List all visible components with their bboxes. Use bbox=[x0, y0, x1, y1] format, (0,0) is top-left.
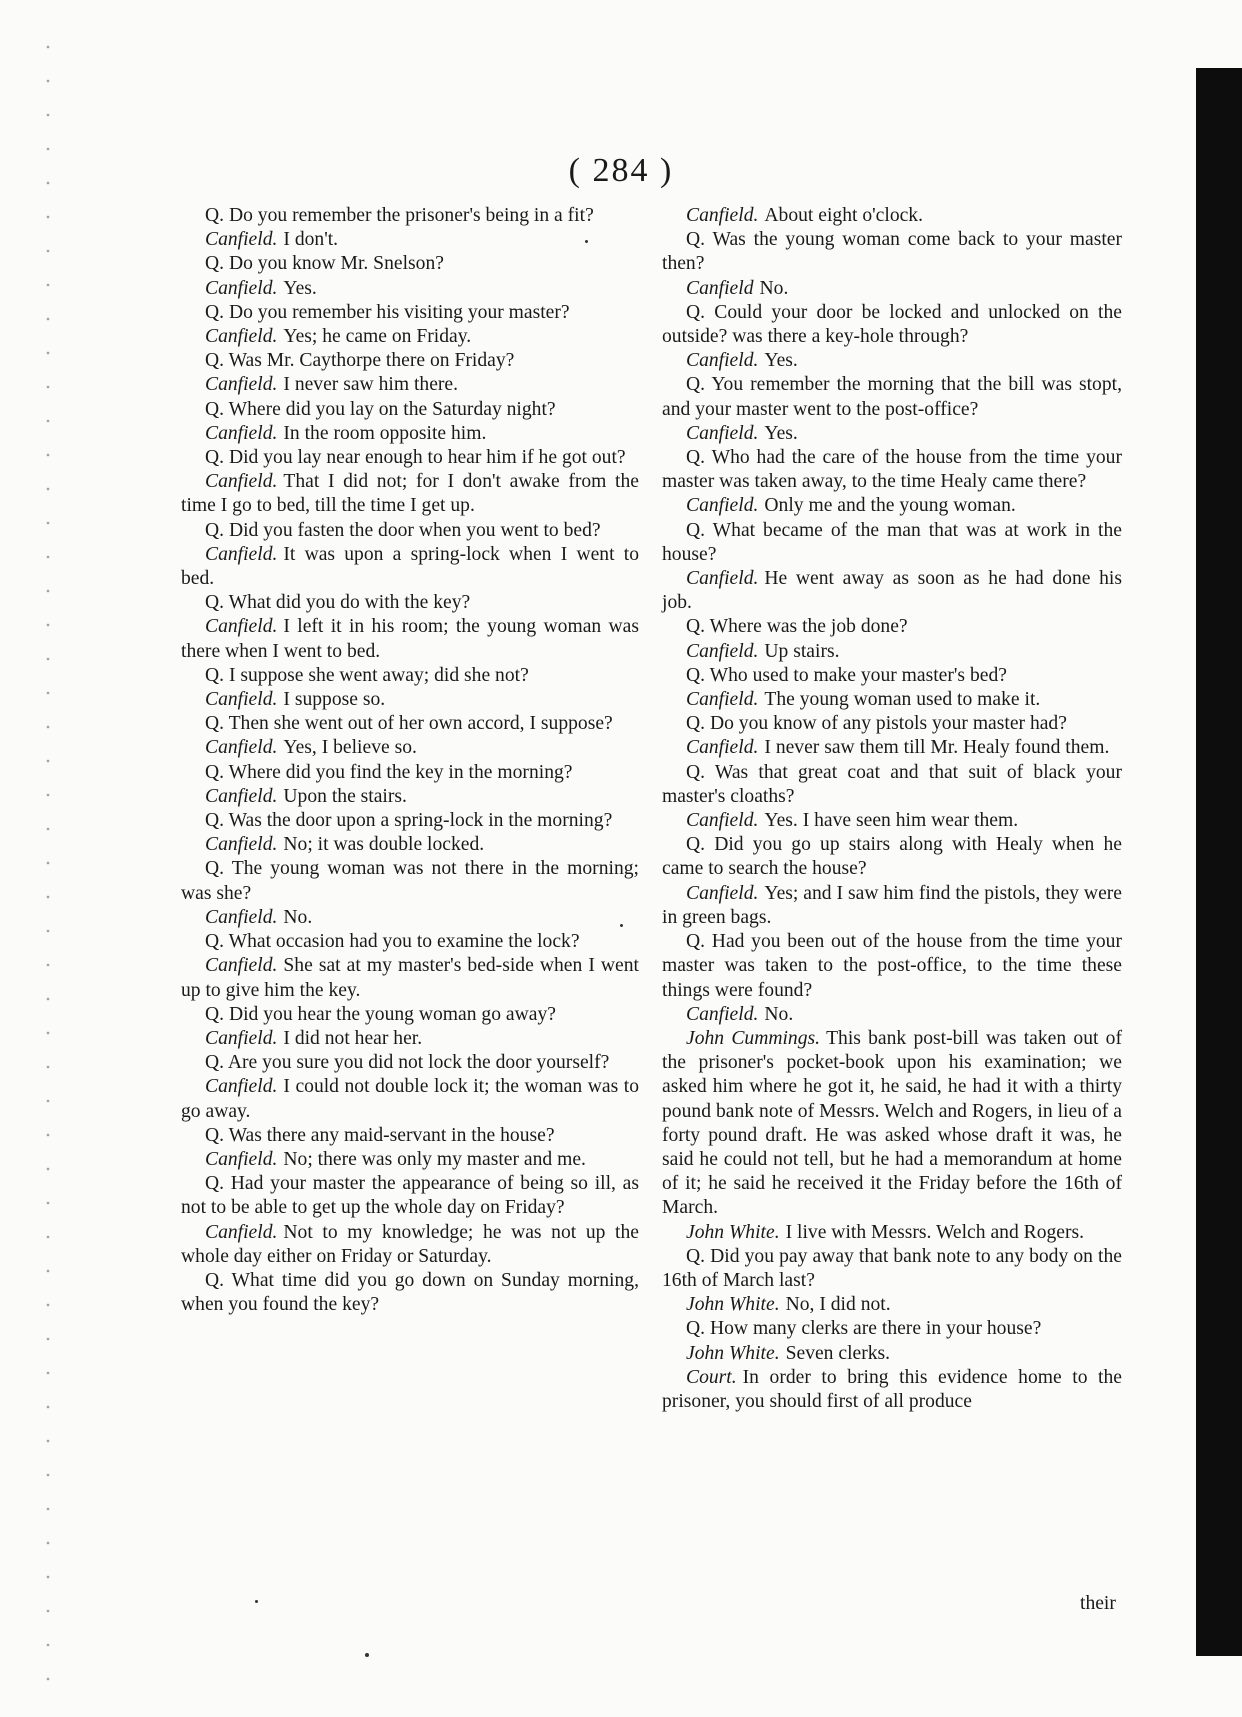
testimony-text: No. bbox=[764, 1003, 794, 1025]
testimony-paragraph bbox=[662, 1293, 1122, 1317]
speaker-name: Canfield. bbox=[205, 422, 278, 444]
speaker-name: Canfield. bbox=[205, 785, 278, 807]
testimony-paragraph bbox=[662, 519, 1122, 567]
testimony-text: Seven clerks. bbox=[785, 1342, 891, 1364]
speaker-name: Canfield. bbox=[205, 471, 278, 493]
testimony-paragraph bbox=[181, 1124, 639, 1148]
testimony-text: This bank post-bill was taken out of the prisoner's pocket-book upon his examination; we asked him where he got it, he said, he had it with a thirty pound bank note of Messrs. Welch and Rogers, in lieu of a forty pound draft. He was asked whose draft it was, he said he could not tell, but he had a memorandum at home of it; he said he received it the Friday before the 16th of March. bbox=[662, 1027, 1123, 1219]
testimony-text: No. bbox=[283, 906, 313, 928]
speaker-name: Canfield. bbox=[205, 737, 278, 759]
testimony-text: Q. Did you fasten the door when you went to bed? bbox=[205, 519, 601, 541]
testimony-text: Yes. bbox=[764, 350, 798, 372]
testimony-text: Q. Did you go up stairs along with Healy when he came to search the house? bbox=[662, 834, 1122, 880]
testimony-paragraph bbox=[181, 1075, 639, 1123]
testimony-text: Q. What time did you go down on Sunday morning, when you found the key? bbox=[181, 1269, 639, 1316]
speaker-name: Canfield. bbox=[686, 422, 759, 444]
testimony-paragraph bbox=[181, 446, 639, 470]
testimony-paragraph bbox=[181, 1003, 639, 1027]
testimony-text: Q. What did you do with the key? bbox=[205, 592, 471, 614]
testimony-text: Yes; and I saw him find the pistols, they were in green bags. bbox=[662, 882, 1122, 928]
testimony-paragraph bbox=[662, 494, 1122, 518]
testimony-paragraph bbox=[662, 640, 1122, 664]
testimony-paragraph bbox=[181, 543, 639, 591]
speaker-name: Canfield. bbox=[205, 689, 278, 711]
testimony-paragraph bbox=[662, 1317, 1122, 1341]
speaker-name: John White. bbox=[686, 1294, 780, 1316]
testimony-text: Q. I suppose she went away; did she not? bbox=[205, 664, 529, 686]
testimony-paragraph bbox=[662, 809, 1122, 833]
speaker-name: Canfield. bbox=[205, 1148, 278, 1170]
testimony-text: No. bbox=[759, 277, 789, 299]
speaker-name: Court. bbox=[686, 1366, 737, 1388]
testimony-paragraph bbox=[181, 1027, 639, 1051]
speaker-name: Canfield. bbox=[205, 277, 278, 299]
speaker-name: Canfield. bbox=[205, 955, 278, 977]
testimony-text: Q. Was that great coat and that suit of black your master's cloaths? bbox=[662, 761, 1122, 807]
testimony-text: Q. Was there any maid-servant in the house? bbox=[205, 1124, 555, 1146]
speaker-name: Canfield. bbox=[686, 810, 759, 832]
testimony-text: Q. Who had the care of the house from the time your master was taken away, to the time Healy came there? bbox=[662, 447, 1122, 493]
testimony-paragraph bbox=[181, 228, 639, 252]
speaker-name: Canfield. bbox=[205, 834, 278, 856]
speaker-name: Canfield. bbox=[205, 1076, 278, 1098]
right-column bbox=[662, 204, 1122, 1414]
testimony-paragraph bbox=[662, 1027, 1122, 1221]
testimony-paragraph bbox=[181, 761, 639, 785]
testimony-text: No, I did not. bbox=[785, 1294, 891, 1316]
testimony-paragraph bbox=[181, 615, 639, 663]
testimony-paragraph bbox=[662, 277, 1122, 301]
testimony-text: Q. Did you hear the young woman go away? bbox=[205, 1003, 556, 1025]
testimony-text: Q. You remember the morning that the bill was stopt, and your master went to the post-office? bbox=[662, 374, 1122, 420]
testimony-text: Q. Do you know Mr. Snelson? bbox=[205, 253, 444, 275]
testimony-paragraph bbox=[662, 446, 1122, 494]
testimony-text: Yes; he came on Friday. bbox=[283, 326, 472, 348]
testimony-paragraph bbox=[181, 664, 639, 688]
testimony-text: It was upon a spring-lock when I went to bed. bbox=[181, 543, 639, 590]
testimony-text: Yes, I believe so. bbox=[283, 737, 417, 759]
testimony-paragraph bbox=[181, 252, 639, 276]
testimony-paragraph bbox=[181, 1051, 639, 1075]
testimony-text: Q. Was the young woman come back to your master then? bbox=[662, 229, 1122, 275]
testimony-text: Q. Where was the job done? bbox=[686, 616, 908, 638]
testimony-text: I never saw him there. bbox=[283, 374, 459, 396]
testimony-text: Yes. bbox=[764, 422, 798, 444]
testimony-paragraph bbox=[662, 1342, 1122, 1366]
testimony-text: Q. Do you remember the prisoner's being in a fit? bbox=[205, 205, 594, 226]
testimony-paragraph bbox=[662, 761, 1122, 809]
testimony-text: Q. How many clerks are there in your house? bbox=[686, 1318, 1042, 1340]
speaker-name: Canfield. bbox=[686, 205, 759, 226]
testimony-paragraph bbox=[662, 373, 1122, 421]
scan-edge-specks bbox=[38, 30, 58, 1690]
testimony-paragraph bbox=[662, 664, 1122, 688]
speaker-name: Canfield. bbox=[205, 906, 278, 928]
testimony-paragraph bbox=[181, 906, 639, 930]
speaker-name: John Cummings. bbox=[686, 1027, 821, 1049]
testimony-paragraph bbox=[181, 422, 639, 446]
page-number: ( 284 ) bbox=[568, 152, 674, 189]
testimony-text: Q. What occasion had you to examine the lock? bbox=[205, 931, 580, 953]
testimony-paragraph bbox=[662, 204, 1122, 228]
testimony-text: I did not hear her. bbox=[283, 1027, 423, 1049]
testimony-paragraph bbox=[181, 930, 639, 954]
testimony-paragraph bbox=[181, 1172, 639, 1220]
testimony-text: No; it was double locked. bbox=[283, 834, 485, 856]
testimony-text: In the room opposite him. bbox=[283, 422, 487, 444]
testimony-paragraph bbox=[662, 1003, 1122, 1027]
testimony-text: Q. Did you lay near enough to hear him if he got out? bbox=[205, 447, 626, 469]
testimony-text: Q. Then she went out of her own accord, I suppose? bbox=[205, 713, 613, 735]
speaker-name: Canfield. bbox=[686, 1003, 759, 1025]
testimony-text: Q. Was Mr. Caythorpe there on Friday? bbox=[205, 350, 515, 372]
speaker-name: Canfield. bbox=[686, 640, 759, 662]
testimony-paragraph bbox=[662, 615, 1122, 639]
testimony-paragraph bbox=[662, 301, 1122, 349]
testimony-text: I suppose so. bbox=[283, 689, 386, 711]
ink-speck bbox=[620, 924, 623, 927]
testimony-paragraph bbox=[181, 954, 639, 1002]
testimony-paragraph bbox=[662, 1245, 1122, 1293]
testimony-text: The young woman used to make it. bbox=[764, 689, 1041, 711]
speaker-name: Canfield. bbox=[205, 326, 278, 348]
testimony-text: Q. Are you sure you did not lock the door yourself? bbox=[205, 1052, 610, 1074]
testimony-text: He went away as soon as he had done his job. bbox=[662, 568, 1122, 614]
testimony-paragraph bbox=[181, 688, 639, 712]
testimony-text: Up stairs. bbox=[764, 640, 840, 662]
testimony-text: Q. The young woman was not there in the morning; was she? bbox=[181, 858, 639, 904]
ink-speck bbox=[585, 240, 588, 243]
testimony-text: Q. Could your door be locked and unlocked on the outside? was there a key-hole through? bbox=[662, 301, 1122, 348]
testimony-text: I left it in his room; the young woman was there when I went to bed. bbox=[181, 616, 639, 662]
testimony-paragraph bbox=[662, 712, 1122, 736]
testimony-paragraph bbox=[181, 325, 639, 349]
testimony-text: Q. Did you pay away that bank note to any body on the 16th of March last? bbox=[662, 1245, 1122, 1291]
speaker-name: Canfield. bbox=[205, 616, 278, 638]
testimony-paragraph bbox=[662, 688, 1122, 712]
testimony-paragraph bbox=[662, 422, 1122, 446]
testimony-text: Q. What became of the man that was at work in the house? bbox=[662, 519, 1122, 565]
testimony-text: No; there was only my master and me. bbox=[283, 1148, 586, 1170]
speaker-name: John White. bbox=[686, 1342, 780, 1364]
speaker-name: Canfield. bbox=[205, 229, 278, 251]
testimony-paragraph bbox=[181, 398, 639, 422]
speaker-name: John White. bbox=[686, 1221, 780, 1243]
speaker-name: Canfield. bbox=[205, 1221, 278, 1243]
testimony-paragraph bbox=[181, 204, 639, 228]
testimony-paragraph bbox=[181, 349, 639, 373]
testimony-paragraph bbox=[181, 809, 639, 833]
catchword: their bbox=[1080, 1593, 1116, 1614]
testimony-text: I never saw them till Mr. Healy found them. bbox=[764, 737, 1110, 759]
testimony-paragraph bbox=[662, 567, 1122, 615]
testimony-paragraph bbox=[181, 373, 639, 397]
testimony-paragraph bbox=[181, 1148, 639, 1172]
testimony-paragraph bbox=[181, 712, 639, 736]
testimony-text: Q. Where did you lay on the Saturday night? bbox=[205, 398, 556, 420]
testimony-paragraph bbox=[181, 519, 639, 543]
ink-speck bbox=[255, 1600, 258, 1603]
testimony-paragraph bbox=[181, 591, 639, 615]
scan-binding-shadow bbox=[1196, 68, 1242, 1656]
testimony-text: That I did not; for I don't awake from the time I go to bed, till the time I get up. bbox=[181, 471, 639, 517]
testimony-paragraph bbox=[181, 277, 639, 301]
ink-speck bbox=[365, 1653, 369, 1657]
left-column bbox=[181, 204, 639, 1317]
speaker-name: Canfield. bbox=[686, 737, 759, 759]
testimony-paragraph bbox=[181, 833, 639, 857]
testimony-text: In order to bring this evidence home to the prisoner, you should first of all produce bbox=[662, 1366, 1122, 1412]
testimony-paragraph bbox=[662, 1221, 1122, 1245]
testimony-text: About eight o'clock. bbox=[764, 205, 924, 226]
speaker-name: Canfield. bbox=[205, 1027, 278, 1049]
testimony-text: Q. Had your master the appearance of being so ill, as not to be able to get up the whole day on Friday? bbox=[181, 1173, 639, 1219]
testimony-paragraph bbox=[181, 1221, 639, 1269]
testimony-paragraph bbox=[181, 1269, 639, 1317]
testimony-text: Only me and the young woman. bbox=[764, 495, 1016, 517]
speaker-name: Canfield. bbox=[686, 350, 759, 372]
speaker-name: Canfield. bbox=[686, 495, 759, 517]
testimony-text: Not to my knowledge; he was not up the whole day either on Friday or Saturday. bbox=[181, 1221, 639, 1267]
testimony-text: Yes. bbox=[283, 277, 317, 299]
testimony-paragraph bbox=[181, 785, 639, 809]
testimony-text: She sat at my master's bed-side when I went up to give him the key. bbox=[181, 955, 639, 1001]
testimony-paragraph bbox=[181, 857, 639, 905]
testimony-text: Q. Who used to make your master's bed? bbox=[686, 664, 1007, 686]
testimony-text: Q. Do you remember his visiting your master? bbox=[205, 301, 570, 323]
speaker-name: Canfield bbox=[686, 277, 754, 299]
testimony-paragraph bbox=[662, 736, 1122, 760]
testimony-paragraph bbox=[181, 301, 639, 325]
testimony-text: Upon the stairs. bbox=[283, 785, 407, 807]
testimony-text: Yes. I have seen him wear them. bbox=[764, 810, 1019, 832]
testimony-paragraph bbox=[662, 349, 1122, 373]
testimony-paragraph bbox=[662, 1366, 1122, 1414]
speaker-name: Canfield. bbox=[686, 689, 759, 711]
testimony-paragraph bbox=[662, 882, 1122, 930]
testimony-text: Q. Had you been out of the house from the time your master was taken to the post-office, to the time these things were found? bbox=[662, 931, 1122, 1001]
testimony-text: Q. Where did you find the key in the morning? bbox=[205, 761, 573, 783]
testimony-paragraph bbox=[662, 833, 1122, 881]
testimony-text: Q. Was the door upon a spring-lock in the morning? bbox=[205, 810, 613, 832]
testimony-paragraph bbox=[181, 736, 639, 760]
testimony-text: I don't. bbox=[283, 229, 339, 251]
speaker-name: Canfield. bbox=[686, 882, 759, 904]
speaker-name: Canfield. bbox=[205, 543, 278, 565]
testimony-text: I live with Messrs. Welch and Rogers. bbox=[785, 1221, 1085, 1243]
testimony-paragraph bbox=[662, 930, 1122, 1003]
speaker-name: Canfield. bbox=[205, 374, 278, 396]
speaker-name: Canfield. bbox=[686, 568, 759, 590]
testimony-paragraph bbox=[181, 470, 639, 518]
testimony-paragraph bbox=[662, 228, 1122, 276]
testimony-text: Q. Do you know of any pistols your master had? bbox=[686, 713, 1067, 735]
testimony-text: I could not double lock it; the woman was to go away. bbox=[181, 1076, 639, 1122]
